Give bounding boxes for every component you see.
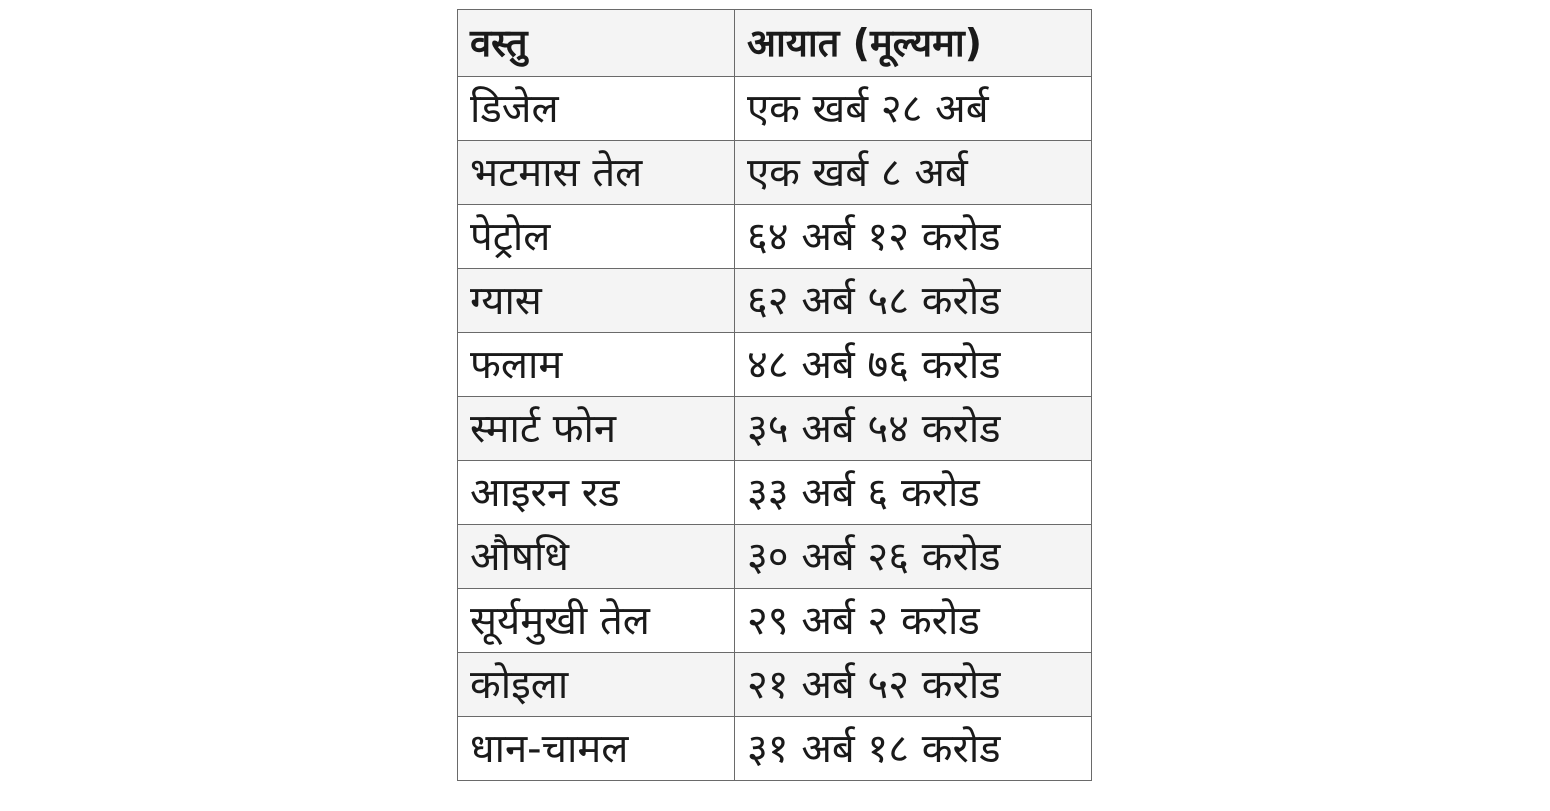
table-row	[458, 205, 1092, 269]
value-cell: एक खर्ब ८ अर्ब	[735, 141, 1092, 205]
header-row	[458, 10, 1092, 77]
table-body	[458, 77, 1092, 781]
item-cell: फलाम	[458, 333, 735, 397]
value-cell: ३३ अर्ब ६ करोड	[735, 461, 1092, 525]
value-cell: ४८ अर्ब ७६ करोड	[735, 333, 1092, 397]
value-cell: ३१ अर्ब १८ करोड	[735, 717, 1092, 781]
table-row	[458, 77, 1092, 141]
item-cell: पेट्रोल	[458, 205, 735, 269]
table-row	[458, 141, 1092, 205]
table-header	[458, 10, 1092, 77]
value-cell: ३५ अर्ब ५४ करोड	[735, 397, 1092, 461]
value-cell: ६२ अर्ब ५८ करोड	[735, 269, 1092, 333]
item-cell: डिजेल	[458, 77, 735, 141]
item-cell: कोइला	[458, 653, 735, 717]
item-cell: औषधि	[458, 525, 735, 589]
table-row	[458, 397, 1092, 461]
table-row	[458, 589, 1092, 653]
value-cell: एक खर्ब २८ अर्ब	[735, 77, 1092, 141]
value-cell: ६४ अर्ब १२ करोड	[735, 205, 1092, 269]
item-cell: स्मार्ट फोन	[458, 397, 735, 461]
table-row	[458, 653, 1092, 717]
table-row	[458, 525, 1092, 589]
import-table	[457, 9, 1092, 781]
item-cell: धान-चामल	[458, 717, 735, 781]
table-row	[458, 269, 1092, 333]
table-row	[458, 461, 1092, 525]
item-cell: भटमास तेल	[458, 141, 735, 205]
value-cell: २१ अर्ब ५२ करोड	[735, 653, 1092, 717]
table-row	[458, 333, 1092, 397]
item-cell: आइरन रड	[458, 461, 735, 525]
table-row	[458, 717, 1092, 781]
value-cell: ३० अर्ब २६ करोड	[735, 525, 1092, 589]
value-cell: २९ अर्ब २ करोड	[735, 589, 1092, 653]
header-value: आयात (मूल्यमा)	[735, 10, 1092, 77]
item-cell: सूर्यमुखी तेल	[458, 589, 735, 653]
item-cell: ग्यास	[458, 269, 735, 333]
header-item: वस्तु	[458, 10, 735, 77]
